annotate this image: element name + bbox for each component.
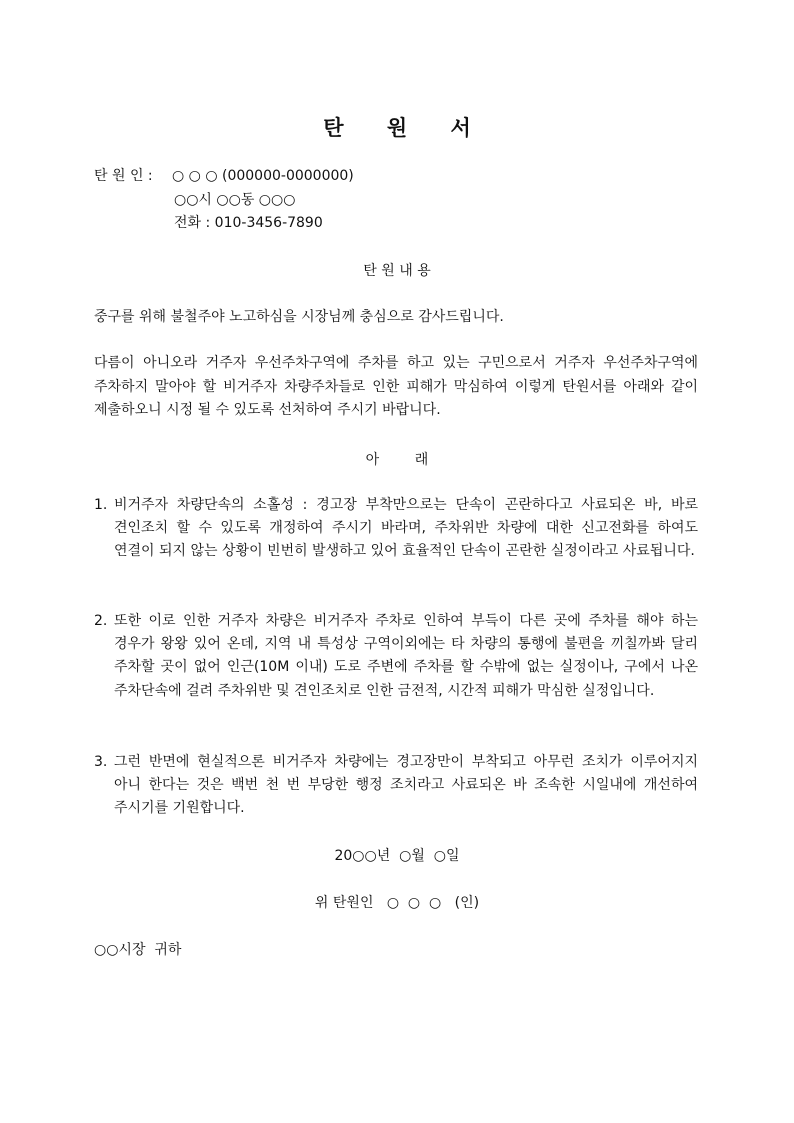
recipient-line: ○○시장 귀하 xyxy=(94,942,182,958)
list-item xyxy=(94,494,698,564)
petitioner-phone: 전화 : 010-3456-7890 xyxy=(174,215,323,231)
greeting-text: 중구를 위해 불철주야 노고하심을 시장님께 충심으로 감사드립니다. xyxy=(94,309,504,325)
petitioner-address: ○○시 ○○동 ○○○ xyxy=(174,192,296,208)
signature-line: 위 탄원인 ○ ○ ○ (인) xyxy=(314,895,480,911)
item-number: 2. xyxy=(94,613,108,629)
petitioner-name-id: ○ ○ ○ (000000-0000000) xyxy=(172,168,354,184)
item-number: 3. xyxy=(94,754,108,770)
document-title: 탄 원 서 xyxy=(323,116,489,140)
document-date: 20○○년 ○월 ○일 xyxy=(334,848,460,864)
content-heading: 탄 원 내 용 xyxy=(363,263,431,279)
item-text: 비거주자 차량단속의 소홀성 : 경고장 부착만으로는 단속이 곤란하다고 사료되온 바, 바로 견인조치 할 수 있도록 개정하여 주시기 바라며, 주차위반 차량에 대한 신고전화를 하여도 연결이 되지 않는 상황이 빈번히 발생하고 있어 효율적인 단속이 곤란한 실정이라고 사료됩니다. xyxy=(114,497,698,560)
below-heading: 아 래 xyxy=(365,452,429,468)
list-item xyxy=(94,610,698,703)
item-text: 그런 반면에 현실적으론 비거주자 차량에는 경고장만이 부착되고 아무런 조치가 이루어지지 아니 한다는 것은 백번 천 번 부당한 행정 조치라고 사료되온 바 조속한 시일내에 개선하여 주시기를 기원합니다. xyxy=(114,754,698,817)
item-number: 1. xyxy=(94,497,108,513)
intro-paragraph: 다름이 아니오라 거주자 우선주차구역에 주차를 하고 있는 구민으로서 거주자 우선주차구역에 주차하지 말아야 할 비거주자 차량주차들로 인한 피해가 막심하여 이렇게 탄원서를 아래와 같이 제출하오니 시정 될 수 있도록 선처하여 주시기 바랍니다. xyxy=(94,355,698,418)
item-text: 또한 이로 인한 거주자 차량은 비거주자 주차로 인하여 부득이 다른 곳에 주차를 해야 하는 경우가 왕왕 있어 온데, 지역 내 특성상 구역이외에는 타 차량의 통행에 불편을 끼칠까봐 달리 주차할 곳이 없어 인근(10M 이내) 도로 주변에 주차를 할 수밖에 없는 실정이나, 구에서 나온 주차단속에 걸려 주차위반 및 견인조치로 인한 금전적, 시간적 피해가 막심한 실정입니다. xyxy=(114,613,698,699)
petitioner-label: 탄 원 인 : xyxy=(94,168,153,184)
list-item xyxy=(94,751,698,821)
